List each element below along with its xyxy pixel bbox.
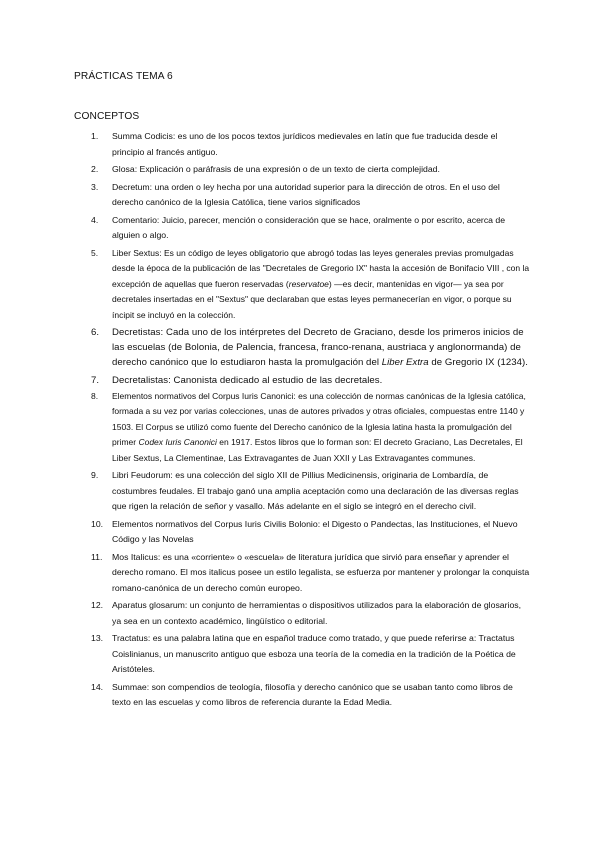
- list-item: 7. Decretalistas: Canonista dedicado al estudio de las decretales.: [91, 374, 383, 386]
- list-item: 8. Elementos normativos del Corpus Iuris Canonici: es una colección de normas canónicas de la Iglesia católica, formada a su vez por varias colecciones, unas de autores privados y otras oficiales, compuestas entre 1140 y 1503. El Corpus se utilizó como fuente del Derecho canónico de la Iglesia latina hasta la promulgación del primer Codex Iuris Canonici en 1917. Estos libros que lo forman son: El decreto Graciano, Las Decretales, El Liber Sextus, La Clementinae, Las Extravagantes de Juan XXII y Las Extravagantes communes.: [91, 390, 526, 463]
- list-item: 6. Decretistas: Cada uno de los intérpretes del Decreto de Graciano, desde los primeros inicios de las escuelas (de Bolonia, de Palencia, francesa, franco-renana, austriaca y anglonormanda) de derecho canónico que lo estudiaron hasta la promulgación del Liber Extra de Gregorio IX (1234).: [91, 327, 528, 369]
- list-item: 12. Aparatus glosarum: un conjunto de herramientas o dispositivos utilizados para la elaboración de glosarios, ya sea en un contexto académico, lingüístico o editorial.: [91, 600, 522, 626]
- list-item: 11. Mos Italicus: es una «corriente» o «escuela» de literatura jurídica que sirvió para enseñar y aprender el derecho romano. El mos italicus posee un estilo legalista, se esfuerza por mantener y prolongar la conquista romano-canónica de un derecho común europeo.: [91, 551, 530, 593]
- concept-list: [74, 129, 530, 713]
- list-item: 13. Tractatus: es una palabra latina que en español traduce como tratado, y que puede referirse a: Tractatus Coislinianus, un manuscrito antiguo que esboza una teoría de la comedia en la tradición de la Poética de Aristóteles.: [91, 633, 516, 675]
- list-item: 3. Decretum: una orden o ley hecha por una autoridad superior para la dirección de otros. En el uso del derecho canónico de la Iglesia Católica, tiene varios significados: [91, 181, 500, 207]
- list-item: 1. Summa Codicis: es uno de los pocos textos jurídicos medievales en latín que fue traducida desde el principio al francés antiguo.: [91, 131, 498, 157]
- list-item: 4. Comentario: Juicio, parecer, mención o consideración que se hace, oralmente o por escrito, acerca de alguien o algo.: [91, 214, 506, 240]
- list-item: 5. Liber Sextus: Es un código de leyes obligatorio que abrogó todas las leyes generales previas promulgadas desde la época de la publicación de las "Decretales de Gregorio IX" hasta la accesión de Bonifacio VIII , con la excepción de aquellas que fueron reservadas (reservatoe) —es decir, mantenidas en vigor— ya sea por decretales insertadas en el "Sextus" que declaraban que estas leyes permanecerían en vigor, o porque su íncipit se incluyó en la colección.: [91, 247, 530, 320]
- list-item: 9. Libri Feudorum: es una colección del siglo XII de Pillius Medicinensis, originaria de Lombardía, de costumbres feudales. El trabajo ganó una amplia aceptación como una declaración de las diversas reglas que rigen la relación de señor y vasallo. Más adelante en el siglo se integró en el derecho civil.: [91, 470, 519, 512]
- list-item: 14. Summae: son compendios de teología, filosofía y derecho canónico que se usaban tanto como libros de texto en las escuelas y como libros de referencia durante la Edad Media.: [91, 681, 513, 708]
- section-heading: CONCEPTOS: [74, 111, 140, 122]
- page-title: PRÁCTICAS TEMA 6: [74, 71, 173, 82]
- list-item: 10. Elementos normativos del Corpus Iuris Civilis Bolonio: el Digesto o Pandectas, las Instituciones, el Nuevo Código y las Novelas: [91, 518, 518, 545]
- list-item: 2. Glosa: Explicación o paráfrasis de una expresión o de un texto de cierta complejidad.: [91, 164, 440, 174]
